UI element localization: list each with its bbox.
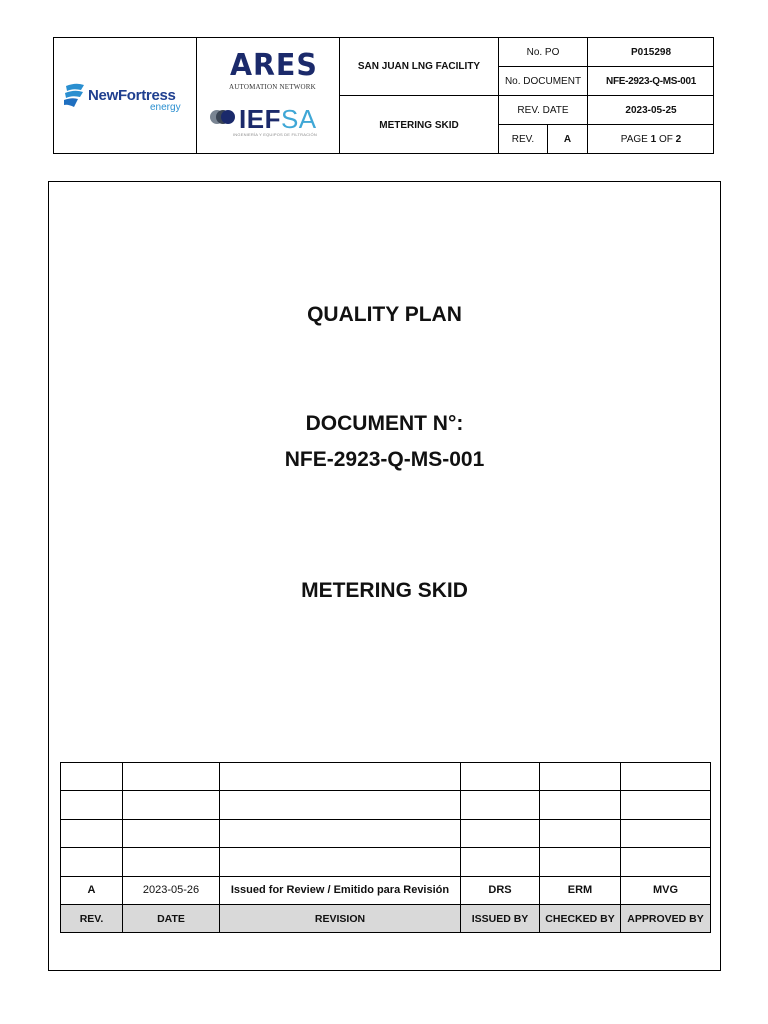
- po-value: P015298: [588, 38, 714, 67]
- rev-cell: [61, 848, 123, 876]
- revision-cell: [220, 848, 461, 876]
- ares-logo-sub: AUTOMATION NETWORK: [229, 83, 316, 91]
- date-cell: 2023-05-26: [123, 876, 220, 904]
- iefsa-drop-icon: [209, 109, 237, 125]
- checked-by-header: CHECKED BY: [540, 904, 621, 932]
- document-title: QUALITY PLAN: [307, 303, 462, 326]
- checked-by-cell: [540, 791, 621, 819]
- revision-cell: Issued for Review / Emitido para Revisión: [220, 876, 461, 904]
- rev-header: REV.: [61, 904, 123, 932]
- revision-row: [61, 876, 711, 904]
- page-label: PAGE: [620, 134, 648, 145]
- date-cell: [123, 848, 220, 876]
- checked-by-cell: [540, 763, 621, 791]
- approved-by-cell: MVG: [621, 876, 711, 904]
- approved-by-header: APPROVED BY: [621, 904, 711, 932]
- newfortress-sub: energy: [150, 102, 181, 113]
- ares-logo-text: ARES: [230, 48, 318, 83]
- approved-by-cell: [621, 848, 711, 876]
- iefsa-logo-sub: INGENIERÍA Y EQUIPOS DE FILTRACIÓN: [233, 132, 317, 137]
- iefsa-logo-text: [239, 104, 317, 135]
- document-number-heading: DOCUMENT N°:: [305, 412, 464, 435]
- revision-row: [61, 848, 711, 876]
- document-number-label: No. DOCUMENT: [499, 67, 588, 96]
- revision-header: REVISION: [220, 904, 461, 932]
- checked-by-cell: [540, 819, 621, 847]
- header-subject: METERING SKID: [340, 96, 499, 154]
- rev-date-value: 2023-05-25: [588, 96, 714, 125]
- issued-by-cell: [461, 819, 540, 847]
- newfortress-logo: [54, 38, 197, 154]
- issued-by-header: ISSUED BY: [461, 904, 540, 932]
- rev-cell: [61, 763, 123, 791]
- revision-cell: [220, 791, 461, 819]
- page-current: 1: [650, 134, 657, 145]
- iefsa-logo-main: IEF: [239, 104, 281, 134]
- issued-by-cell: [461, 791, 540, 819]
- newfortress-flame-icon: [62, 82, 86, 110]
- newfortress-name: NewFortress: [88, 87, 176, 104]
- rev-date-label: REV. DATE: [499, 96, 588, 125]
- revision-header-row: [61, 904, 711, 932]
- issued-by-cell: [461, 763, 540, 791]
- approved-by-cell: [621, 791, 711, 819]
- issued-by-cell: [461, 848, 540, 876]
- approved-by-cell: [621, 763, 711, 791]
- date-header: DATE: [123, 904, 220, 932]
- date-cell: [123, 763, 220, 791]
- rev-cell: [61, 819, 123, 847]
- checked-by-cell: ERM: [540, 876, 621, 904]
- page-of: OF: [658, 134, 673, 145]
- page-indicator: [588, 125, 714, 154]
- checked-by-cell: [540, 848, 621, 876]
- revision-row: [61, 763, 711, 791]
- revision-row: [61, 819, 711, 847]
- page-total: 2: [675, 134, 682, 145]
- revision-row: [61, 791, 711, 819]
- revision-cell: [220, 819, 461, 847]
- facility-name: SAN JUAN LNG FACILITY: [340, 38, 499, 96]
- revision-cell: [220, 763, 461, 791]
- revision-table: [60, 762, 711, 933]
- rev-cell: [61, 791, 123, 819]
- iefsa-logo-accent: SA: [280, 104, 317, 134]
- document-number: NFE-2923-Q-MS-001: [284, 448, 485, 471]
- rev-cell: A: [61, 876, 123, 904]
- po-label: No. PO: [499, 38, 588, 67]
- approved-by-cell: [621, 819, 711, 847]
- date-cell: [123, 791, 220, 819]
- issued-by-cell: DRS: [461, 876, 540, 904]
- document-header: [53, 37, 714, 154]
- rev-label: REV.: [499, 125, 548, 154]
- ares-iefsa-logos: [197, 38, 340, 154]
- date-cell: [123, 819, 220, 847]
- rev-value: A: [548, 125, 588, 154]
- document-subject: METERING SKID: [301, 579, 468, 602]
- document-number-value: NFE-2923-Q-MS-001: [588, 67, 714, 96]
